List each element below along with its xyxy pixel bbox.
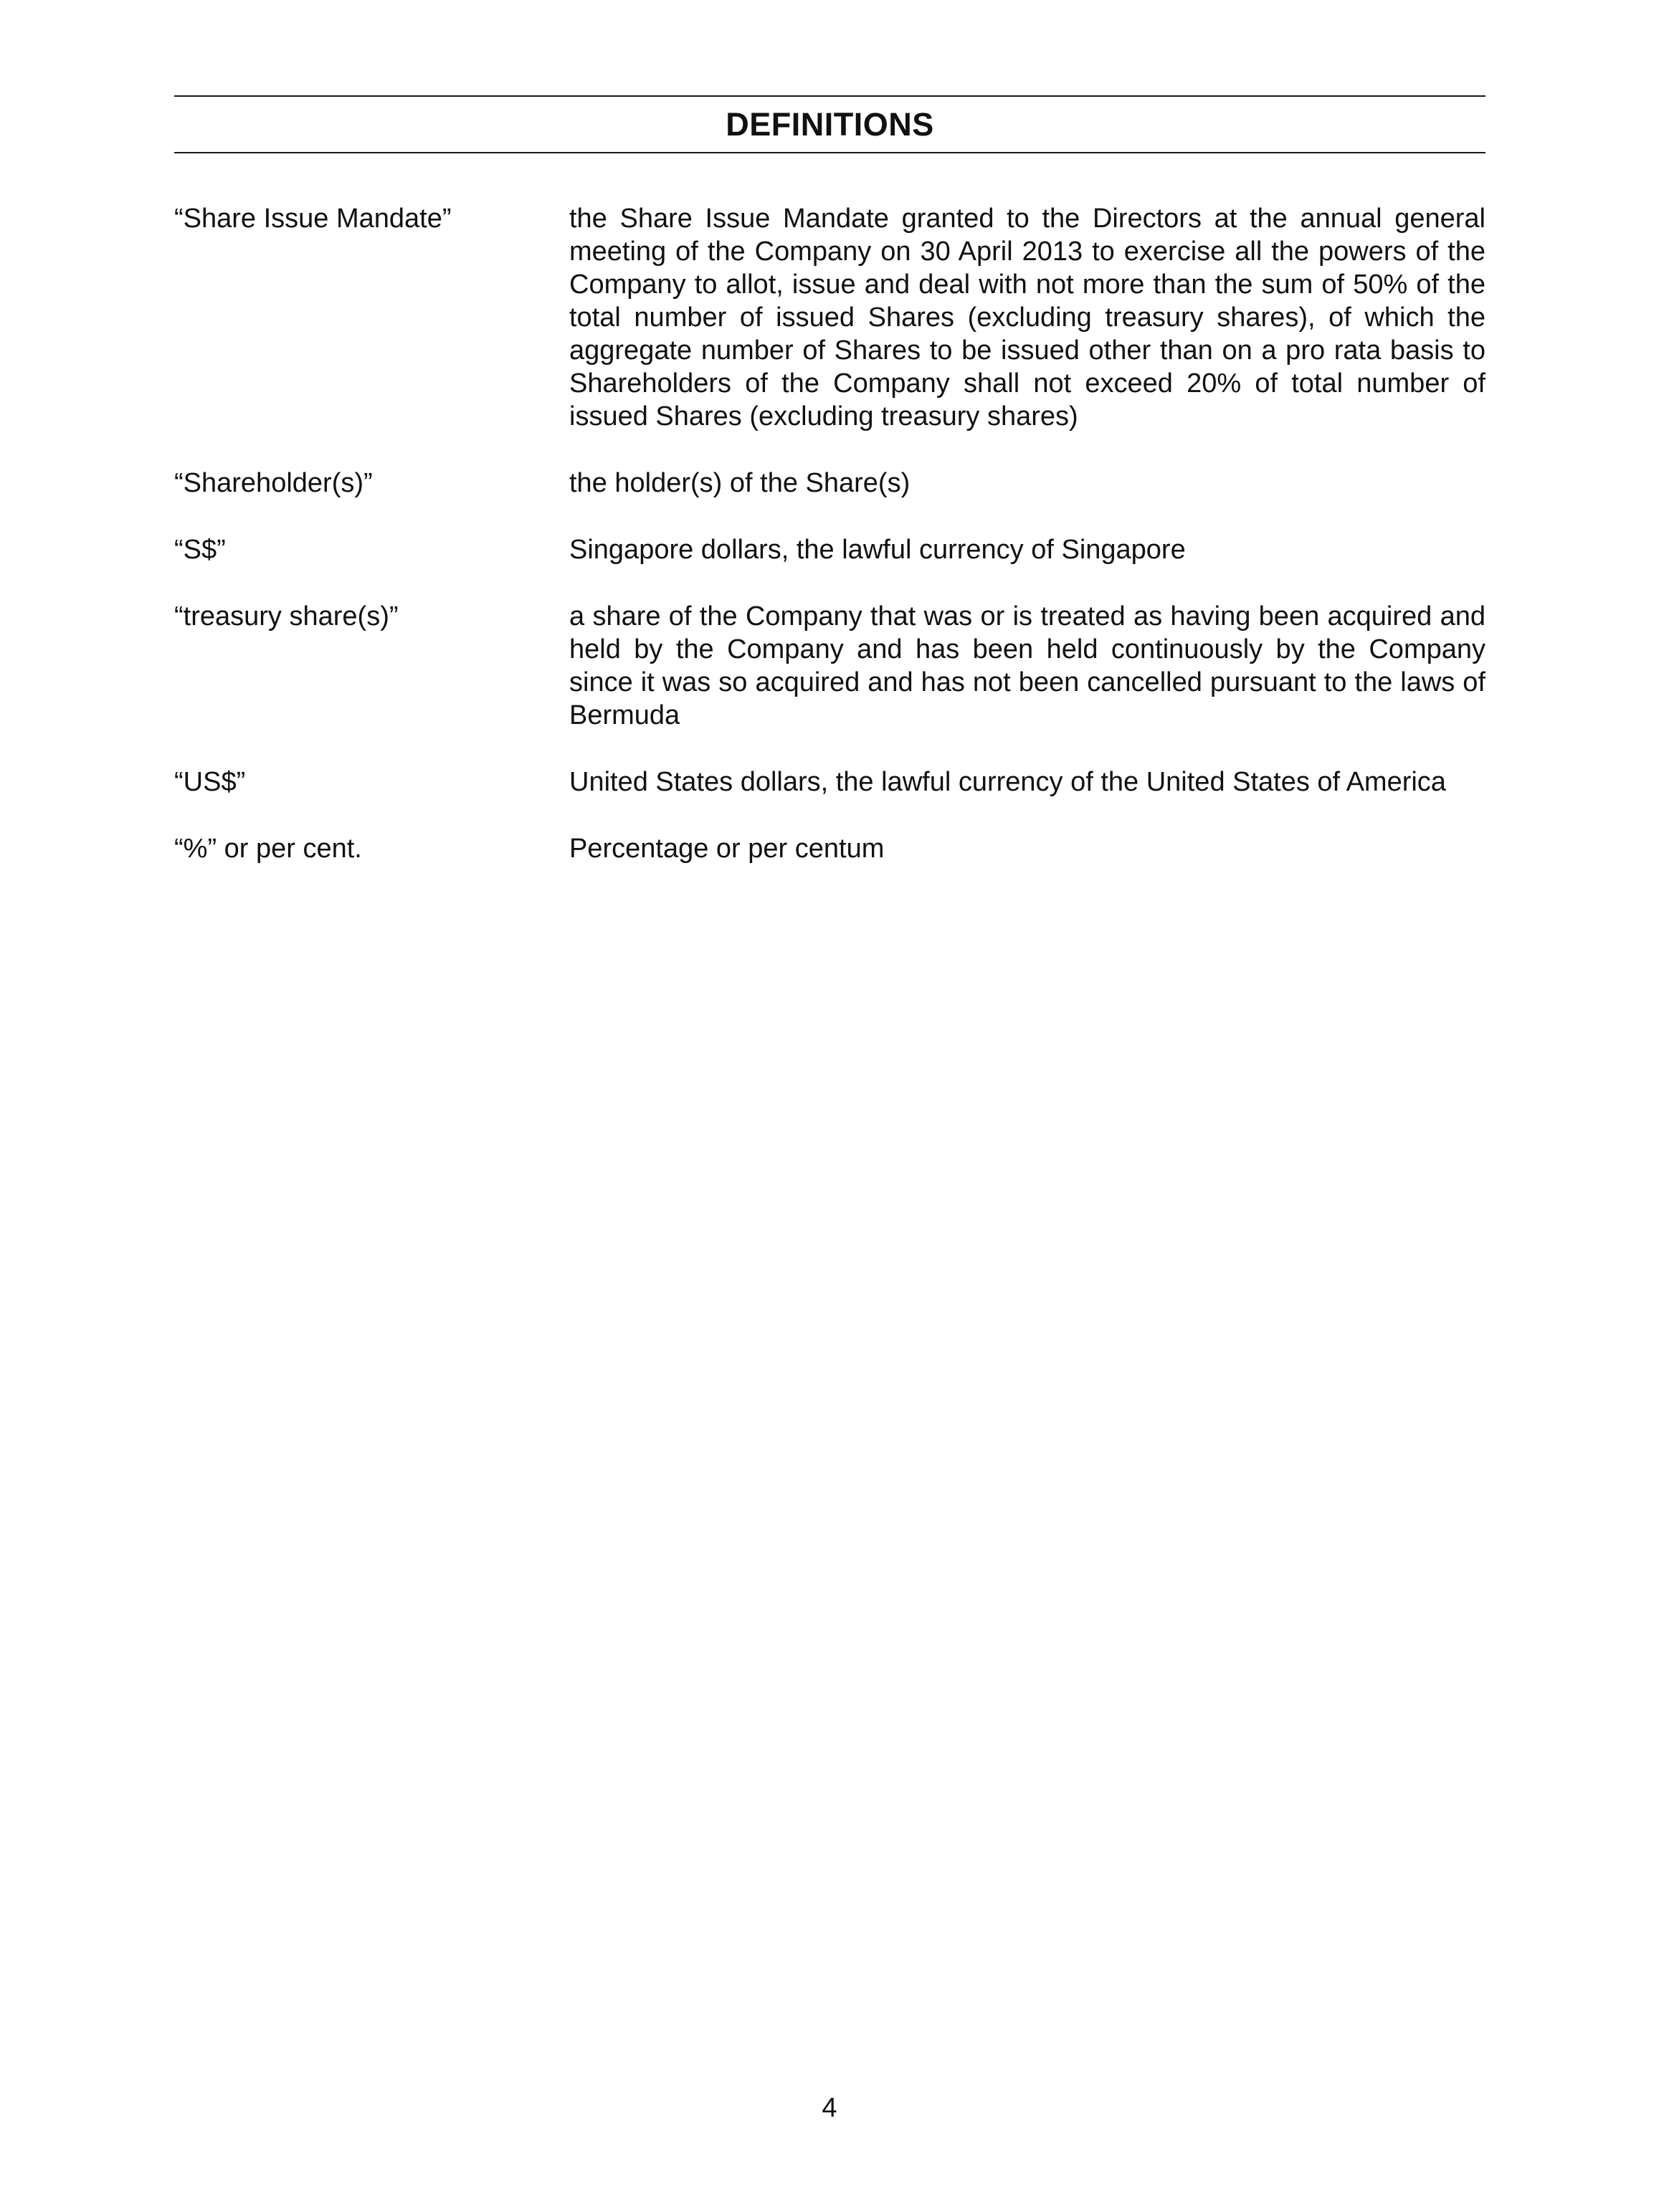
definition-meaning: United States dollars, the lawful currency of the United States of America — [569, 767, 1446, 797]
page-title: DEFINITIONS — [726, 106, 934, 143]
definition-meaning: Percentage or per centum — [569, 834, 885, 864]
definition-term: “S$” — [174, 535, 226, 565]
definition-row — [174, 467, 1486, 500]
definition-meaning: a share of the Company that was or is treated as having been acquired and held by the Company and has been held continuously by the Company since it was so acquired and has not been cancelled pursuant to the laws of Bermuda — [569, 601, 1486, 730]
definition-meaning: the Share Issue Mandate granted to the Directors at the annual general meeting of the Company on 30 April 2013 to exercise all the powers of the Company to allot, issue and deal with not more than the sum of 50% of the total number of issued Shares (excluding treasury shares), of which the aggregate number of Shares to be issued other than on a pro rata basis to Shareholders of the Company shall not exceed 20% of total number of issued Shares (excluding treasury shares) — [569, 204, 1486, 432]
definition-term: “treasury share(s)” — [174, 601, 399, 631]
definition-row — [174, 202, 1486, 433]
definition-meaning: the holder(s) of the Share(s) — [569, 468, 911, 498]
definition-row — [174, 533, 1486, 566]
definitions-list — [174, 202, 1486, 899]
header-top-rule — [174, 95, 1486, 97]
definition-row — [174, 832, 1486, 865]
definition-term: “Share Issue Mandate” — [174, 204, 452, 234]
definition-row — [174, 600, 1486, 732]
header-bottom-rule — [174, 152, 1486, 153]
definition-row — [174, 766, 1486, 798]
page-number: 4 — [822, 2093, 837, 2123]
definition-term: “Shareholder(s)” — [174, 468, 373, 498]
definition-meaning: Singapore dollars, the lawful currency of Singapore — [569, 535, 1186, 565]
definition-term: “US$” — [174, 767, 246, 797]
definition-term: “%” or per cent. — [174, 834, 362, 864]
